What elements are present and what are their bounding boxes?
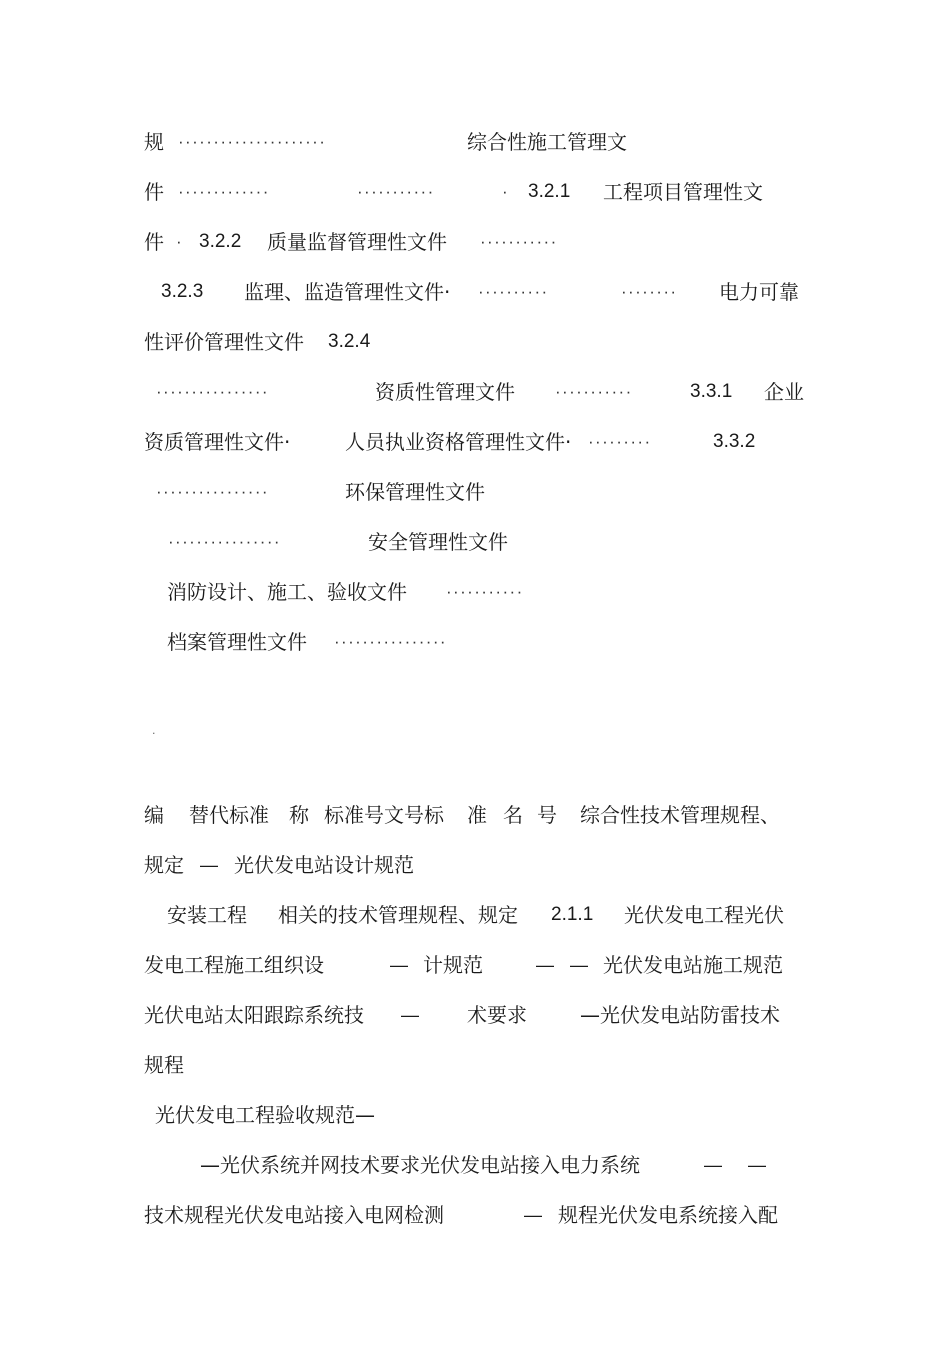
toc-leader-dots: ················ [168,532,281,551]
toc-section-number: 3.2.2 [199,231,242,252]
toc-line-1 [0,127,950,157]
body-dash: — [524,1205,542,1225]
toc-leader-dots: ················ [156,382,269,401]
body-text: 标准号文号标 [324,803,444,827]
toc-line-6 [0,377,950,407]
toc-section-number: 3.2.4 [328,331,371,352]
body-text: 综合性技术管理规程、 [580,803,780,827]
toc-text: 件 [144,230,164,254]
toc-line-7 [0,427,950,457]
toc-heading: 工程项目管理性文 [603,180,763,204]
toc-line-10 [0,577,950,607]
toc-leader-dots: ················ [156,482,269,501]
toc-line-4 [0,277,950,307]
toc-line-5 [0,327,950,357]
body-dash: — [748,1155,766,1175]
body-text: 号 [537,803,557,827]
toc-leader-dots: ··········· [480,232,558,251]
body-line-6 [0,1050,950,1080]
body-line-8 [0,1150,950,1180]
body-dash: — [200,855,218,875]
toc-leader-dots: ········ [621,282,678,301]
toc-heading: 企业 [764,380,804,404]
toc-heading: 资质管理性文件· [144,430,291,454]
toc-line-11 [0,627,950,657]
page-marker-dot: . [152,724,156,737]
body-text: 光伏发电站施工规范 [603,953,783,977]
body-line-7 [0,1100,950,1130]
body-dash: — [390,955,408,975]
body-line-1 [0,800,950,830]
toc-heading: 监理、监造管理性文件· [244,280,451,304]
toc-line-9 [0,527,950,557]
body-line-4 [0,950,950,980]
body-line-9 [0,1200,950,1230]
body-text: 规程 [144,1053,184,1077]
toc-heading: 环保管理性文件 [345,480,485,504]
body-text: 规程光伏发电系统接入配 [558,1203,778,1227]
body-line-3 [0,900,950,930]
toc-heading: 质量监督管理性文件 [267,230,447,254]
body-text: 术要求 [467,1003,527,1027]
toc-leader-dots: ····················· [178,132,327,151]
body-text: 光伏电站太阳跟踪系统技 [144,1003,364,1027]
body-text: 技术规程光伏发电站接入电网检测 [144,1203,444,1227]
toc-leader-dots: · [176,232,184,251]
toc-line-2 [0,177,950,207]
toc-leader-dots: ············· [178,182,270,201]
toc-line-3 [0,227,950,257]
body-dash: — [704,1155,722,1175]
toc-section-number: 3.3.1 [690,381,733,402]
toc-leader-dots: ··········· [555,382,633,401]
body-text: —光伏系统并网技术要求光伏发电站接入电力系统 [200,1153,640,1177]
toc-heading: 消防设计、施工、验收文件 [167,580,407,604]
toc-heading: 档案管理性文件 [167,630,307,654]
body-text: 计规范 [423,953,483,977]
body-text: 替代标准 [189,803,269,827]
toc-leader-dots: ········· [588,432,652,451]
toc-leader-dots: ·········· [478,282,549,301]
toc-heading: 电力可靠 [719,280,799,304]
body-text: 称 [289,803,309,827]
body-text: 编 [144,803,164,827]
toc-heading: 资质性管理文件 [375,380,515,404]
toc-text: 规 [144,130,164,154]
toc-text: 件 [144,180,164,204]
body-line-2 [0,850,950,880]
body-text: 光伏发电站设计规范 [234,853,414,877]
body-dash: — [536,955,554,975]
toc-leader-dots: · [502,182,510,201]
toc-heading: 人员执业资格管理性文件· [345,430,572,454]
toc-line-8 [0,477,950,507]
body-text: 规定 [144,853,184,877]
body-text: 光伏发电工程验收规范— [155,1103,375,1127]
body-text: 光伏发电工程光伏 [624,903,784,927]
toc-heading: 综合性施工管理文 [467,130,627,154]
body-text: 安装工程 [167,903,247,927]
toc-section-number: 3.2.1 [528,181,571,202]
toc-leader-dots: ··········· [357,182,435,201]
body-text: 名 [503,803,523,827]
body-dash: — [570,955,588,975]
body-text: 准 [467,803,487,827]
toc-heading: 安全管理性文件 [368,530,508,554]
toc-leader-dots: ················ [334,632,447,651]
body-text: —光伏发电站防雷技术 [580,1003,780,1027]
body-text: 发电工程施工组织设 [144,953,324,977]
body-section-number: 2.1.1 [551,904,594,925]
toc-section-number: 3.3.2 [713,431,756,452]
toc-section-number: 3.2.3 [161,281,204,302]
body-dash: — [401,1005,419,1025]
toc-leader-dots: ··········· [446,582,524,601]
toc-heading: 性评价管理性文件 [144,330,304,354]
body-text: 相关的技术管理规程、规定 [278,903,518,927]
body-line-5 [0,1000,950,1030]
